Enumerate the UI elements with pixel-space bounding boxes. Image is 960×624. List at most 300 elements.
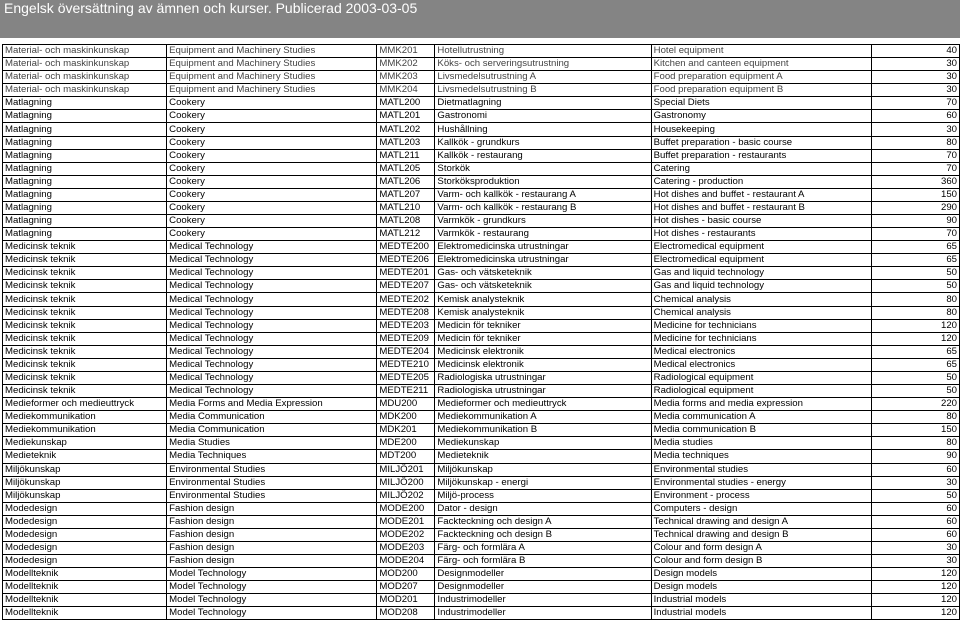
- cell-subject-sv: Matlagning: [3, 162, 167, 175]
- table-row: [3, 463, 960, 476]
- cell-subject-sv: Modellteknik: [3, 607, 167, 620]
- cell-subject-en: Fashion design: [167, 502, 377, 515]
- cell-subject-sv: Modedesign: [3, 555, 167, 568]
- table-row: [3, 450, 960, 463]
- table-row: [3, 371, 960, 384]
- table-row: [3, 385, 960, 398]
- course-table-body: [3, 45, 960, 620]
- cell-course-name-en: Chemical analysis: [651, 306, 871, 319]
- cell-course-points: 80: [871, 136, 959, 149]
- cell-subject-sv: Mediekommunikation: [3, 411, 167, 424]
- cell-course-code: MDK201: [377, 424, 435, 437]
- table-row: [3, 201, 960, 214]
- cell-course-code: MODE204: [377, 555, 435, 568]
- cell-course-code: MATL211: [377, 149, 435, 162]
- cell-course-name-sv: Livsmedelsutrustning B: [435, 84, 651, 97]
- cell-course-points: 60: [871, 528, 959, 541]
- cell-course-code: MOD207: [377, 581, 435, 594]
- cell-course-points: 120: [871, 332, 959, 345]
- table-row: [3, 411, 960, 424]
- cell-course-code: MODE203: [377, 541, 435, 554]
- cell-course-points: 50: [871, 280, 959, 293]
- cell-course-code: MATL200: [377, 97, 435, 110]
- cell-course-name-en: Hot dishes and buffet - restaurant B: [651, 201, 871, 214]
- cell-course-name-sv: Dietmatlagning: [435, 97, 651, 110]
- cell-course-name-en: Colour and form design B: [651, 555, 871, 568]
- cell-course-code: MATL210: [377, 201, 435, 214]
- table-row: [3, 84, 960, 97]
- cell-course-name-en: Radiological equipment: [651, 385, 871, 398]
- cell-subject-en: Medical Technology: [167, 385, 377, 398]
- cell-subject-en: Cookery: [167, 110, 377, 123]
- cell-course-points: 150: [871, 188, 959, 201]
- cell-course-code: MATL205: [377, 162, 435, 175]
- cell-course-code: MOD208: [377, 607, 435, 620]
- table-row: [3, 502, 960, 515]
- cell-subject-sv: Matlagning: [3, 175, 167, 188]
- cell-course-points: 120: [871, 319, 959, 332]
- cell-course-name-sv: Varm- och kallkök - restaurang A: [435, 188, 651, 201]
- table-row: [3, 581, 960, 594]
- cell-course-name-en: Industrial models: [651, 607, 871, 620]
- table-row: [3, 267, 960, 280]
- cell-course-name-sv: Elektromedicinska utrustningar: [435, 254, 651, 267]
- cell-course-points: 360: [871, 175, 959, 188]
- table-row: [3, 424, 960, 437]
- cell-subject-en: Cookery: [167, 123, 377, 136]
- cell-subject-sv: Material- och maskinkunskap: [3, 45, 167, 58]
- cell-course-code: MILJÖ202: [377, 489, 435, 502]
- cell-subject-sv: Mediekunskap: [3, 437, 167, 450]
- cell-subject-en: Model Technology: [167, 568, 377, 581]
- cell-course-name-en: Chemical analysis: [651, 293, 871, 306]
- cell-subject-en: Medical Technology: [167, 293, 377, 306]
- cell-course-name-sv: Köks- och serveringsutrustning: [435, 58, 651, 71]
- cell-subject-sv: Matlagning: [3, 97, 167, 110]
- cell-subject-sv: Medicinsk teknik: [3, 241, 167, 254]
- cell-course-name-en: Radiological equipment: [651, 371, 871, 384]
- cell-subject-en: Model Technology: [167, 594, 377, 607]
- table-row: [3, 476, 960, 489]
- cell-course-points: 65: [871, 241, 959, 254]
- cell-course-points: 60: [871, 110, 959, 123]
- cell-subject-en: Medical Technology: [167, 280, 377, 293]
- cell-course-name-sv: Kallkök - grundkurs: [435, 136, 651, 149]
- cell-subject-en: Model Technology: [167, 607, 377, 620]
- cell-course-name-sv: Medieformer och medieuttryck: [435, 398, 651, 411]
- table-row: [3, 58, 960, 71]
- cell-subject-en: Cookery: [167, 215, 377, 228]
- cell-subject-sv: Miljökunskap: [3, 489, 167, 502]
- cell-course-points: 30: [871, 123, 959, 136]
- cell-course-name-sv: Medicinsk elektronik: [435, 345, 651, 358]
- cell-course-name-sv: Varmkök - grundkurs: [435, 215, 651, 228]
- cell-course-name-en: Kitchen and canteen equipment: [651, 58, 871, 71]
- cell-subject-en: Fashion design: [167, 528, 377, 541]
- header-bar: [0, 0, 960, 38]
- cell-course-name-en: Design models: [651, 581, 871, 594]
- table-row: [3, 123, 960, 136]
- cell-subject-sv: Modedesign: [3, 502, 167, 515]
- cell-course-code: MEDTE202: [377, 293, 435, 306]
- cell-course-name-sv: Mediekommunikation B: [435, 424, 651, 437]
- cell-course-code: MATL203: [377, 136, 435, 149]
- cell-subject-en: Medical Technology: [167, 241, 377, 254]
- cell-subject-en: Medical Technology: [167, 254, 377, 267]
- cell-course-name-en: Housekeeping: [651, 123, 871, 136]
- cell-subject-sv: Material- och maskinkunskap: [3, 58, 167, 71]
- cell-course-code: MDT200: [377, 450, 435, 463]
- cell-course-name-sv: Gas- och vätsketeknik: [435, 267, 651, 280]
- cell-subject-sv: Medicinsk teknik: [3, 254, 167, 267]
- cell-course-points: 70: [871, 228, 959, 241]
- cell-course-name-sv: Fackteckning och design A: [435, 515, 651, 528]
- cell-course-name-en: Gas and liquid technology: [651, 267, 871, 280]
- cell-course-code: MEDTE211: [377, 385, 435, 398]
- cell-course-code: MATL212: [377, 228, 435, 241]
- cell-course-points: 30: [871, 84, 959, 97]
- cell-subject-en: Equipment and Machinery Studies: [167, 45, 377, 58]
- cell-subject-sv: Modedesign: [3, 515, 167, 528]
- cell-subject-en: Media Studies: [167, 437, 377, 450]
- cell-course-points: 120: [871, 581, 959, 594]
- cell-course-name-en: Food preparation equipment A: [651, 71, 871, 84]
- cell-subject-sv: Medicinsk teknik: [3, 371, 167, 384]
- table-row: [3, 215, 960, 228]
- course-table: [2, 44, 960, 620]
- cell-course-points: 30: [871, 555, 959, 568]
- cell-subject-en: Media Techniques: [167, 450, 377, 463]
- table-row: [3, 594, 960, 607]
- cell-course-name-en: Hotel equipment: [651, 45, 871, 58]
- table-row: [3, 175, 960, 188]
- cell-course-name-en: Medicine for technicians: [651, 319, 871, 332]
- cell-course-name-en: Environment - process: [651, 489, 871, 502]
- table-row: [3, 228, 960, 241]
- cell-subject-sv: Material- och maskinkunskap: [3, 71, 167, 84]
- cell-subject-en: Environmental Studies: [167, 463, 377, 476]
- cell-course-points: 80: [871, 411, 959, 424]
- table-row: [3, 515, 960, 528]
- cell-course-name-en: Technical drawing and design B: [651, 528, 871, 541]
- cell-subject-sv: Medieteknik: [3, 450, 167, 463]
- cell-course-name-en: Hot dishes and buffet - restaurant A: [651, 188, 871, 201]
- cell-course-name-en: Media studies: [651, 437, 871, 450]
- cell-course-name-en: Catering: [651, 162, 871, 175]
- cell-course-name-sv: Medicin för tekniker: [435, 319, 651, 332]
- cell-subject-sv: Medicinsk teknik: [3, 267, 167, 280]
- cell-course-points: 120: [871, 607, 959, 620]
- cell-course-points: 30: [871, 541, 959, 554]
- cell-course-name-sv: Radiologiska utrustningar: [435, 385, 651, 398]
- cell-course-name-sv: Kemisk analysteknik: [435, 293, 651, 306]
- cell-subject-en: Model Technology: [167, 581, 377, 594]
- table-row: [3, 162, 960, 175]
- table-row: [3, 241, 960, 254]
- cell-course-name-sv: Färg- och formlära B: [435, 555, 651, 568]
- cell-course-name-sv: Designmodeller: [435, 581, 651, 594]
- cell-course-code: MEDTE207: [377, 280, 435, 293]
- cell-subject-en: Fashion design: [167, 541, 377, 554]
- cell-subject-sv: Matlagning: [3, 149, 167, 162]
- cell-course-code: MEDTE210: [377, 358, 435, 371]
- cell-course-name-sv: Miljö-process: [435, 489, 651, 502]
- table-row: [3, 555, 960, 568]
- cell-subject-sv: Matlagning: [3, 188, 167, 201]
- table-row: [3, 306, 960, 319]
- table-row: [3, 345, 960, 358]
- cell-subject-en: Cookery: [167, 162, 377, 175]
- cell-course-name-sv: Medicinsk elektronik: [435, 358, 651, 371]
- cell-course-code: MEDTE209: [377, 332, 435, 345]
- cell-subject-sv: Medicinsk teknik: [3, 358, 167, 371]
- cell-course-name-sv: Kallkök - restaurang: [435, 149, 651, 162]
- cell-course-code: MODE201: [377, 515, 435, 528]
- cell-subject-en: Medical Technology: [167, 371, 377, 384]
- cell-course-name-sv: Storköksproduktion: [435, 175, 651, 188]
- cell-course-points: 290: [871, 201, 959, 214]
- cell-subject-sv: Modedesign: [3, 528, 167, 541]
- cell-course-points: 40: [871, 45, 959, 58]
- cell-course-code: MATL208: [377, 215, 435, 228]
- cell-course-code: MDE200: [377, 437, 435, 450]
- cell-subject-sv: Medicinsk teknik: [3, 332, 167, 345]
- cell-subject-sv: Matlagning: [3, 136, 167, 149]
- cell-course-name-sv: Miljökunskap: [435, 463, 651, 476]
- table-row: [3, 437, 960, 450]
- cell-course-points: 50: [871, 371, 959, 384]
- table-row: [3, 188, 960, 201]
- cell-course-code: MMK201: [377, 45, 435, 58]
- cell-course-name-sv: Medicin för tekniker: [435, 332, 651, 345]
- cell-subject-sv: Matlagning: [3, 201, 167, 214]
- cell-course-name-sv: Miljökunskap - energi: [435, 476, 651, 489]
- table-row: [3, 280, 960, 293]
- cell-course-code: MEDTE201: [377, 267, 435, 280]
- cell-subject-en: Cookery: [167, 136, 377, 149]
- table-row: [3, 607, 960, 620]
- cell-course-points: 80: [871, 437, 959, 450]
- cell-course-points: 50: [871, 489, 959, 502]
- cell-course-name-sv: Industrimodeller: [435, 594, 651, 607]
- cell-course-points: 90: [871, 450, 959, 463]
- cell-course-code: MATL207: [377, 188, 435, 201]
- cell-course-points: 60: [871, 515, 959, 528]
- cell-course-name-sv: Designmodeller: [435, 568, 651, 581]
- cell-course-name-en: Media communication B: [651, 424, 871, 437]
- cell-subject-en: Medical Technology: [167, 358, 377, 371]
- table-row: [3, 71, 960, 84]
- cell-subject-en: Medical Technology: [167, 319, 377, 332]
- cell-subject-sv: Modellteknik: [3, 594, 167, 607]
- table-row: [3, 45, 960, 58]
- cell-course-name-en: Medical electronics: [651, 345, 871, 358]
- cell-course-name-sv: Hotellutrustning: [435, 45, 651, 58]
- cell-course-code: MOD200: [377, 568, 435, 581]
- cell-course-code: MODE202: [377, 528, 435, 541]
- cell-course-name-en: Buffet preparation - restaurants: [651, 149, 871, 162]
- cell-course-points: 60: [871, 463, 959, 476]
- cell-course-points: 65: [871, 254, 959, 267]
- cell-course-name-sv: Mediekunskap: [435, 437, 651, 450]
- cell-course-points: 50: [871, 267, 959, 280]
- cell-subject-en: Media Communication: [167, 411, 377, 424]
- cell-course-name-en: Hot dishes - basic course: [651, 215, 871, 228]
- table-row: [3, 149, 960, 162]
- cell-course-code: MODE200: [377, 502, 435, 515]
- cell-course-code: MMK203: [377, 71, 435, 84]
- cell-course-code: MDU200: [377, 398, 435, 411]
- cell-subject-sv: Miljökunskap: [3, 476, 167, 489]
- cell-subject-sv: Matlagning: [3, 110, 167, 123]
- cell-subject-sv: Matlagning: [3, 123, 167, 136]
- cell-subject-sv: Material- och maskinkunskap: [3, 84, 167, 97]
- cell-course-code: MATL201: [377, 110, 435, 123]
- cell-course-name-en: Media techniques: [651, 450, 871, 463]
- cell-subject-sv: Modellteknik: [3, 568, 167, 581]
- cell-course-name-en: Electromedical equipment: [651, 241, 871, 254]
- table-row: [3, 528, 960, 541]
- cell-course-code: MOD201: [377, 594, 435, 607]
- cell-subject-sv: Medieformer och medieuttryck: [3, 398, 167, 411]
- cell-course-code: MILJÖ201: [377, 463, 435, 476]
- cell-subject-en: Equipment and Machinery Studies: [167, 84, 377, 97]
- cell-course-name-en: Buffet preparation - basic course: [651, 136, 871, 149]
- cell-course-points: 70: [871, 162, 959, 175]
- cell-course-name-sv: Varmkök - restaurang: [435, 228, 651, 241]
- cell-course-code: MMK204: [377, 84, 435, 97]
- cell-course-name-en: Gastronomy: [651, 110, 871, 123]
- cell-course-name-en: Environmental studies - energy: [651, 476, 871, 489]
- cell-course-name-sv: Mediekommunikation A: [435, 411, 651, 424]
- cell-course-points: 70: [871, 97, 959, 110]
- cell-course-name-sv: Gas- och vätsketeknik: [435, 280, 651, 293]
- cell-course-name-sv: Storkök: [435, 162, 651, 175]
- cell-course-points: 120: [871, 568, 959, 581]
- cell-subject-en: Cookery: [167, 149, 377, 162]
- cell-subject-en: Media Forms and Media Expression: [167, 398, 377, 411]
- cell-course-points: 50: [871, 385, 959, 398]
- cell-course-name-en: Colour and form design A: [651, 541, 871, 554]
- page-title: Engelsk översättning av ämnen och kurser. Publicerad 2003-03-05: [4, 0, 418, 16]
- cell-subject-en: Medical Technology: [167, 306, 377, 319]
- cell-course-points: 30: [871, 476, 959, 489]
- cell-course-points: 30: [871, 58, 959, 71]
- cell-course-code: MMK202: [377, 58, 435, 71]
- cell-course-code: MEDTE208: [377, 306, 435, 319]
- cell-course-name-sv: Livsmedelsutrustning A: [435, 71, 651, 84]
- table-row: [3, 358, 960, 371]
- cell-course-name-sv: Elektromedicinska utrustningar: [435, 241, 651, 254]
- cell-subject-en: Environmental Studies: [167, 489, 377, 502]
- cell-course-code: MDK200: [377, 411, 435, 424]
- cell-course-name-en: Industrial models: [651, 594, 871, 607]
- cell-course-name-sv: Färg- och formlära A: [435, 541, 651, 554]
- cell-subject-en: Equipment and Machinery Studies: [167, 71, 377, 84]
- cell-subject-sv: Medicinsk teknik: [3, 306, 167, 319]
- cell-course-name-en: Media communication A: [651, 411, 871, 424]
- cell-subject-en: Fashion design: [167, 555, 377, 568]
- cell-course-name-en: Medical electronics: [651, 358, 871, 371]
- cell-subject-en: Cookery: [167, 188, 377, 201]
- cell-course-code: MEDTE205: [377, 371, 435, 384]
- cell-course-name-sv: Varm- och kallkök - restaurang B: [435, 201, 651, 214]
- cell-subject-sv: Modellteknik: [3, 581, 167, 594]
- cell-subject-sv: Matlagning: [3, 215, 167, 228]
- cell-subject-en: Medical Technology: [167, 345, 377, 358]
- cell-course-name-en: Computers - design: [651, 502, 871, 515]
- cell-course-code: MILJÖ200: [377, 476, 435, 489]
- cell-course-name-sv: Industrimodeller: [435, 607, 651, 620]
- cell-course-name-sv: Radiologiska utrustningar: [435, 371, 651, 384]
- cell-course-name-en: Electromedical equipment: [651, 254, 871, 267]
- cell-course-name-sv: Hushållning: [435, 123, 651, 136]
- cell-course-name-sv: Kemisk analysteknik: [435, 306, 651, 319]
- cell-subject-en: Medical Technology: [167, 267, 377, 280]
- cell-course-name-en: Special Diets: [651, 97, 871, 110]
- cell-subject-sv: Medicinsk teknik: [3, 293, 167, 306]
- cell-course-code: MEDTE203: [377, 319, 435, 332]
- table-row: [3, 110, 960, 123]
- table-row: [3, 319, 960, 332]
- cell-course-code: MEDTE204: [377, 345, 435, 358]
- cell-subject-en: Medical Technology: [167, 332, 377, 345]
- cell-course-code: MATL206: [377, 175, 435, 188]
- cell-subject-sv: Medicinsk teknik: [3, 319, 167, 332]
- cell-subject-sv: Mediekommunikation: [3, 424, 167, 437]
- cell-subject-sv: Modedesign: [3, 541, 167, 554]
- cell-course-points: 80: [871, 293, 959, 306]
- cell-course-name-sv: Medieteknik: [435, 450, 651, 463]
- cell-course-name-en: Design models: [651, 568, 871, 581]
- table-row: [3, 541, 960, 554]
- cell-course-name-en: Hot dishes - restaurants: [651, 228, 871, 241]
- table-row: [3, 97, 960, 110]
- cell-subject-sv: Matlagning: [3, 228, 167, 241]
- table-row: [3, 489, 960, 502]
- table-row: [3, 568, 960, 581]
- cell-course-name-sv: Dator - design: [435, 502, 651, 515]
- table-row: [3, 136, 960, 149]
- cell-course-points: 80: [871, 306, 959, 319]
- cell-course-code: MEDTE200: [377, 241, 435, 254]
- cell-course-points: 65: [871, 345, 959, 358]
- cell-course-name-en: Gas and liquid technology: [651, 280, 871, 293]
- cell-course-points: 220: [871, 398, 959, 411]
- table-row: [3, 254, 960, 267]
- table-row: [3, 398, 960, 411]
- cell-course-points: 120: [871, 594, 959, 607]
- cell-course-points: 60: [871, 502, 959, 515]
- cell-course-points: 30: [871, 71, 959, 84]
- cell-subject-en: Cookery: [167, 228, 377, 241]
- cell-subject-en: Cookery: [167, 97, 377, 110]
- cell-course-points: 150: [871, 424, 959, 437]
- cell-course-name-sv: Gastronomi: [435, 110, 651, 123]
- cell-subject-en: Equipment and Machinery Studies: [167, 58, 377, 71]
- cell-subject-en: Media Communication: [167, 424, 377, 437]
- cell-course-points: 70: [871, 149, 959, 162]
- table-row: [3, 293, 960, 306]
- cell-subject-sv: Medicinsk teknik: [3, 385, 167, 398]
- cell-subject-sv: Medicinsk teknik: [3, 280, 167, 293]
- cell-course-points: 90: [871, 215, 959, 228]
- cell-subject-sv: Medicinsk teknik: [3, 345, 167, 358]
- cell-subject-en: Cookery: [167, 201, 377, 214]
- cell-subject-en: Environmental Studies: [167, 476, 377, 489]
- cell-course-name-en: Media forms and media expression: [651, 398, 871, 411]
- cell-course-name-en: Catering - production: [651, 175, 871, 188]
